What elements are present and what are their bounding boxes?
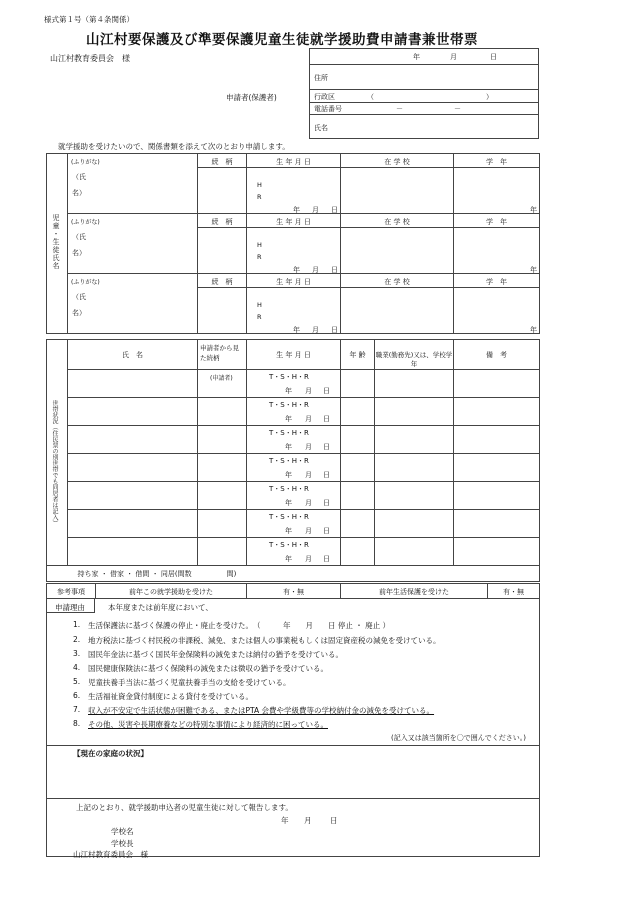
member-occupation-cell[interactable]	[375, 538, 454, 566]
school-header: 在 学 校	[341, 274, 454, 288]
household-table	[46, 339, 540, 582]
reason-text[interactable]: 地方税法に基づく村民税の非課税、減免、または個人の事業税もしくは固定資産税の減免を受けている。	[88, 636, 441, 645]
member-remarks-cell[interactable]	[454, 454, 540, 482]
furigana-label: (ふりがな)	[71, 159, 100, 166]
intro-text: 就学援助を受けたいので、関係書類を添えて次のとおり申請します。	[58, 142, 290, 151]
relation-header: 続 柄	[198, 274, 247, 288]
member-age-cell[interactable]	[341, 454, 375, 482]
applicant-relation: (申請者)	[210, 375, 233, 382]
birthdate-header: 生 年 月 日	[247, 274, 341, 288]
household-occupation-header: 職業(勤務先)又は、学校学年	[375, 340, 454, 370]
era-r: R	[257, 253, 262, 261]
member-year: 年	[285, 443, 292, 451]
member-relation-cell[interactable]	[198, 482, 247, 510]
reason-text[interactable]: 生活福祉資金貸付制度による貸付を受けている。	[88, 692, 253, 701]
member-year: 年	[285, 387, 292, 395]
school-header: 在 学 校	[341, 214, 454, 228]
member-year: 年	[285, 527, 292, 535]
child-relation-cell[interactable]	[198, 288, 247, 334]
member-month: 月	[305, 443, 312, 451]
child-year: 年	[293, 206, 300, 214]
report-month: 月	[304, 816, 312, 825]
school-name-label: 学校名	[111, 827, 134, 836]
member-occupation-cell[interactable]	[375, 426, 454, 454]
member-occupation-cell[interactable]	[375, 482, 454, 510]
member-year: 年	[285, 471, 292, 479]
phone-sep-1: －	[396, 105, 403, 113]
member-name-cell[interactable]	[68, 538, 198, 566]
reason-intro: 本年度または前年度において、	[108, 603, 213, 612]
relation-header: 続 柄	[198, 154, 247, 168]
child-month: 月	[312, 326, 319, 334]
member-age-cell[interactable]	[341, 426, 375, 454]
member-year: 年	[285, 499, 292, 507]
reason-text[interactable]: 収入が不安定で生活状態が困難である、またはPTA 会費や学級費等の学校納付金の減免を受けている。	[88, 706, 435, 715]
reason-text[interactable]: 国民健康保険法に基づく保険料の減免または徴収の猶予を受けている。	[88, 664, 328, 673]
birthdate-header: 生 年 月 日	[247, 214, 341, 228]
phone-label: 電話番号	[314, 105, 342, 113]
report-year: 年	[281, 816, 289, 825]
era-h: H	[257, 301, 262, 309]
grade-header: 学 年	[454, 214, 540, 228]
member-name-cell[interactable]	[68, 426, 198, 454]
member-occupation-cell[interactable]	[375, 510, 454, 538]
reason-text[interactable]: 国民年金法に基づく国民年金保険料の減免または納付の猶予を受けている。	[88, 650, 343, 659]
era-options: T・S・H・R	[269, 457, 309, 465]
report-addressee: 山江村教育委員会 様	[73, 850, 148, 859]
member-name-cell[interactable]	[68, 398, 198, 426]
member-relation-cell[interactable]	[198, 454, 247, 482]
member-remarks-cell[interactable]	[454, 426, 540, 454]
era-r: R	[257, 313, 262, 321]
date-year: 年	[413, 53, 420, 61]
district-label: 行政区	[314, 93, 335, 101]
child-day: 日	[331, 206, 338, 214]
member-birthdate-cell[interactable]	[247, 454, 341, 482]
grade-suffix: 年	[530, 266, 537, 274]
member-month: 月	[305, 555, 312, 563]
child-year: 年	[293, 266, 300, 274]
name-label: 氏名	[314, 124, 328, 132]
member-birthdate-cell[interactable]	[247, 370, 341, 398]
member-age-cell[interactable]	[341, 482, 375, 510]
grade-suffix: 年	[530, 206, 537, 214]
reason-number: 4.	[73, 663, 81, 672]
relation-header: 続 柄	[198, 214, 247, 228]
member-remarks-cell[interactable]	[454, 538, 540, 566]
member-month: 月	[305, 415, 312, 423]
member-relation-cell[interactable]	[198, 426, 247, 454]
household-relation-header: 申請者から見た続柄	[198, 340, 247, 370]
reference-table	[46, 583, 540, 599]
school-header: 在 学 校	[341, 154, 454, 168]
ref-prev-aid: 前年この就学援助を受けた	[96, 584, 247, 599]
member-age-cell[interactable]	[341, 398, 375, 426]
member-month: 月	[305, 471, 312, 479]
era-r: R	[257, 193, 262, 201]
applicant-label: 申請者(保護者)	[226, 93, 277, 102]
era-options: T・S・H・R	[269, 485, 309, 493]
member-occupation-cell[interactable]	[375, 398, 454, 426]
ref-prev-aid-yesno[interactable]: 有・無	[247, 584, 341, 599]
reason-number: 8.	[73, 719, 81, 728]
children-section-label-cell	[47, 154, 68, 334]
member-relation-cell[interactable]	[198, 370, 247, 398]
report-day: 日	[330, 816, 338, 825]
member-month: 月	[305, 387, 312, 395]
member-day: 日	[323, 443, 330, 451]
child-year: 年	[293, 326, 300, 334]
member-day: 日	[323, 555, 330, 563]
child-birthdate-cell[interactable]	[247, 168, 341, 214]
member-birthdate-cell[interactable]	[247, 510, 341, 538]
member-remarks-cell[interactable]	[454, 510, 540, 538]
member-name-cell[interactable]	[68, 482, 198, 510]
grade-header: 学 年	[454, 274, 540, 288]
reason-text[interactable]: 生活保護法に基づく保護の停止・廃止を受けた。 （ 年 月 日 停止 ・ 廃止 ）	[88, 621, 391, 630]
member-name-cell[interactable]	[68, 370, 198, 398]
member-age-cell[interactable]	[341, 510, 375, 538]
household-birthdate-header: 生 年 月 日	[247, 340, 341, 370]
child-name-label-1: （氏	[72, 292, 86, 301]
child-name-label-2: 名）	[72, 308, 86, 317]
child-day: 日	[331, 266, 338, 274]
member-month: 月	[305, 527, 312, 535]
member-remarks-cell[interactable]	[454, 482, 540, 510]
child-school-cell[interactable]	[341, 168, 454, 214]
member-month: 月	[305, 499, 312, 507]
member-day: 日	[323, 499, 330, 507]
reason-note: (記入又は該当箇所を〇で囲んでください。)	[391, 734, 526, 742]
addressee: 山江村教育委員会 様	[50, 54, 130, 63]
children-table	[46, 153, 540, 334]
report-text: 上記のとおり、就学援助申込者の児童生徒に対して報告します。	[76, 803, 293, 812]
household-name-header: 氏 名	[68, 340, 198, 370]
member-remarks-cell[interactable]	[454, 398, 540, 426]
member-occupation-cell[interactable]	[375, 454, 454, 482]
reason-text[interactable]: 児童扶養手当法に基づく児童扶養手当の支給を受けている。	[88, 678, 291, 687]
member-day: 日	[323, 471, 330, 479]
member-birthdate-cell[interactable]	[247, 398, 341, 426]
child-month: 月	[312, 206, 319, 214]
date-month: 月	[450, 53, 457, 61]
ref-prev-welfare: 前年生活保護を受けた	[341, 584, 488, 599]
member-day: 日	[323, 415, 330, 423]
child-school-cell[interactable]	[341, 288, 454, 334]
member-day: 日	[323, 527, 330, 535]
grade-header: 学 年	[454, 154, 540, 168]
era-options: T・S・H・R	[269, 513, 309, 521]
child-grade-cell[interactable]	[454, 228, 540, 274]
reason-number: 3.	[73, 649, 81, 658]
grade-suffix: 年	[530, 326, 537, 334]
district-paren-close: ）	[486, 93, 493, 101]
era-options: T・S・H・R	[269, 429, 309, 437]
furigana-label: (ふりがな)	[71, 279, 100, 286]
reason-text[interactable]: その他、災害や長期療養などの特別な事情により経済的に困っている。	[88, 720, 328, 729]
household-section-label: 世帯状況（住民票の別世帯でも同居者は記入）	[51, 400, 58, 526]
phone-sep-2: －	[454, 105, 461, 113]
member-occupation-cell[interactable]	[375, 370, 454, 398]
child-relation-cell[interactable]	[198, 168, 247, 214]
date-day: 日	[490, 53, 497, 61]
ref-prev-welfare-yesno[interactable]: 有・無	[488, 584, 540, 599]
child-birthdate-cell[interactable]	[247, 288, 341, 334]
child-name-label-2: 名）	[72, 248, 86, 257]
reason-number: 5.	[73, 677, 81, 686]
era-options: T・S・H・R	[269, 373, 309, 381]
era-h: H	[257, 241, 262, 249]
member-remarks-cell[interactable]	[454, 370, 540, 398]
child-day: 日	[331, 326, 338, 334]
member-age-cell[interactable]	[341, 538, 375, 566]
household-remarks-header: 備 考	[454, 340, 540, 370]
reason-number: 6.	[73, 691, 81, 700]
address-label: 住所	[314, 74, 328, 82]
child-school-cell[interactable]	[341, 228, 454, 274]
child-birthdate-cell[interactable]	[247, 228, 341, 274]
era-options: T・S・H・R	[269, 541, 309, 549]
member-relation-cell[interactable]	[198, 538, 247, 566]
member-year: 年	[285, 555, 292, 563]
applicant-box	[309, 48, 539, 139]
member-birthdate-cell[interactable]	[247, 538, 341, 566]
district-paren-open: （	[367, 93, 374, 101]
child-grade-cell[interactable]	[454, 288, 540, 334]
member-birthdate-cell[interactable]	[247, 482, 341, 510]
reason-number: 2.	[73, 635, 81, 644]
child-grade-cell[interactable]	[454, 168, 540, 214]
member-day: 日	[323, 387, 330, 395]
member-birthdate-cell[interactable]	[247, 426, 341, 454]
member-year: 年	[285, 415, 292, 423]
child-name-label-2: 名）	[72, 188, 86, 197]
form-number: 様式第１号（第４条関係）	[44, 15, 134, 24]
member-name-cell[interactable]	[68, 510, 198, 538]
child-name-label-1: （氏	[72, 232, 86, 241]
reason-number: 7.	[73, 705, 81, 714]
reference-label: 参考事項	[47, 584, 96, 599]
reason-label: 申請理由	[46, 599, 95, 613]
era-h: H	[257, 181, 262, 189]
child-month: 月	[312, 266, 319, 274]
member-age-cell[interactable]	[341, 370, 375, 398]
household-age-header: 年 齢	[341, 340, 375, 370]
birthdate-header: 生 年 月 日	[247, 154, 341, 168]
children-section-label: 児童・生徒氏名	[52, 214, 60, 270]
household-section-label-cell	[47, 340, 68, 566]
principal-label: 学校長	[111, 839, 134, 848]
member-relation-cell[interactable]	[198, 398, 247, 426]
furigana-label: (ふりがな)	[71, 219, 100, 226]
family-status-label: 【現在の家庭の状況】	[73, 749, 148, 758]
reason-number: 1.	[73, 620, 81, 629]
child-name-label-1: （氏	[72, 172, 86, 181]
era-options: T・S・H・R	[269, 401, 309, 409]
child-relation-cell[interactable]	[198, 228, 247, 274]
page-title: 山江村要保護及び準要保護児童生徒就学援助費申請書兼世帯票	[86, 32, 478, 48]
member-name-cell[interactable]	[68, 454, 198, 482]
housing-options[interactable]: 持ち家 ・ 借家 ・ 借間 ・ 同居(間数 間)	[77, 570, 237, 578]
member-relation-cell[interactable]	[198, 510, 247, 538]
